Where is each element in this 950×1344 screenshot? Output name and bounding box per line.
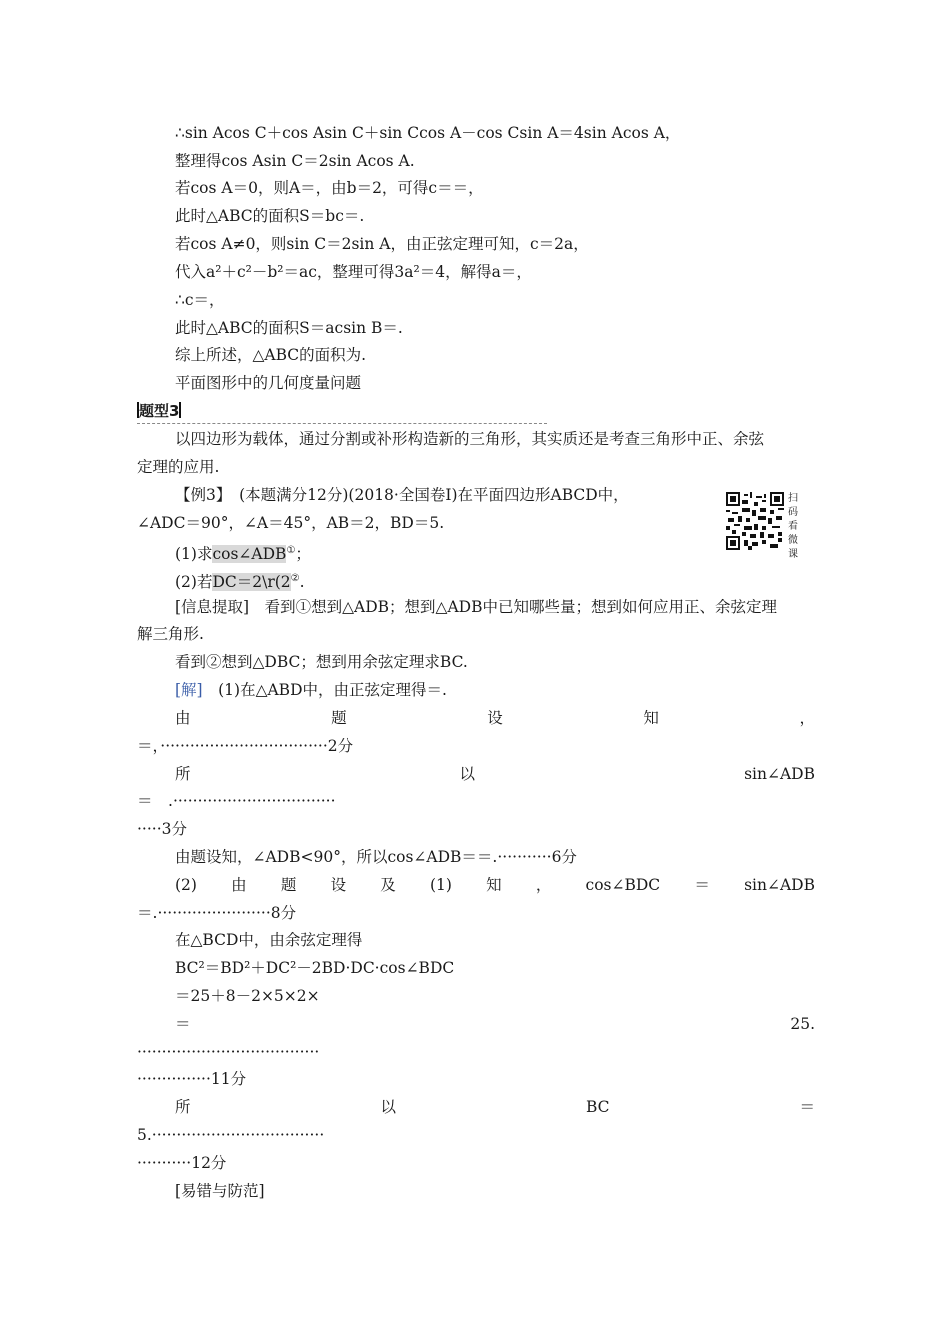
pitfalls-heading: [易错与防范]: [175, 1182, 265, 1200]
word: (2): [175, 876, 197, 894]
word: 题: [280, 876, 297, 894]
q2-prefix: (2)若: [175, 573, 213, 592]
word: 所: [175, 765, 191, 783]
text-line: 整理得cos Asin C＝2sin Acos A.: [175, 152, 415, 170]
q1-prefix: (1)求: [175, 545, 213, 564]
equation-line: BC²＝BD²＋DC²－2BD·DC·cos∠BDC: [175, 959, 455, 977]
word: 题: [331, 709, 347, 727]
q2-mark: ②: [290, 573, 300, 584]
word: 25.: [790, 1015, 815, 1033]
dotted-score-line: 由题设知，∠ADB<90°，所以cos∠ADB＝＝.···········6分: [175, 848, 577, 866]
score: 11分: [210, 1070, 247, 1088]
word: 以: [459, 765, 476, 783]
text-line: 看到②想到△DBC；想到用余弦定理求BC.: [175, 653, 468, 671]
text-line: ∠ADC＝90°，∠A＝45°，AB＝2，BD＝5.: [137, 514, 445, 532]
question-1: [175, 541, 311, 564]
word: 设: [487, 709, 503, 727]
question-type-badge: [137, 401, 181, 421]
word: 所: [175, 1098, 191, 1116]
text-line: 由题设知，∠ADB<90°，所以cos∠ADB＝＝.: [175, 848, 498, 866]
score: 8分: [270, 904, 297, 922]
equation-fragment: ＝ .: [137, 792, 173, 810]
word: sin∠ADB: [744, 765, 815, 783]
q2-suffix: .: [299, 573, 305, 592]
text-line: 综上所述，△ABC的面积为.: [175, 346, 367, 364]
equation-fragment: ＝，: [137, 737, 161, 755]
badge-label: 题型3: [139, 402, 180, 420]
dashed-divider: [137, 423, 547, 424]
dotted-score-line: ···············11分: [137, 1070, 247, 1088]
equation-fragment: 5.: [137, 1126, 152, 1144]
equation-line: ＝25＋8－2×5×2×: [175, 987, 320, 1005]
justified-line: [175, 1014, 815, 1034]
q1-mark: ①: [286, 545, 296, 556]
text-line: 若cos A≠0，则sin C＝2sin A，由正弦定理可知，c＝2a，: [175, 235, 589, 253]
q2-highlight: DC＝2\r(2: [212, 573, 291, 592]
q1-highlight: cos∠ADB: [212, 545, 287, 564]
text-line: 此时△ABC的面积S＝bc＝.: [175, 207, 365, 225]
word: 及: [380, 876, 396, 894]
word: cos∠BDC: [585, 876, 661, 894]
word: ＝: [175, 1015, 191, 1033]
dotted-line: ·····································: [137, 1043, 320, 1061]
dotted-line: 5.···································: [137, 1126, 325, 1144]
text-line: 若cos A＝0，则A＝，由b＝2，可得c＝＝，: [175, 179, 484, 197]
score: 3分: [161, 820, 188, 838]
word: 知: [643, 709, 659, 727]
qr-code-icon[interactable]: [726, 492, 784, 550]
dotted-score-line: ＝，··································2分: [137, 737, 354, 755]
text-line: 解三角形.: [137, 625, 204, 643]
word: 由: [231, 876, 247, 894]
text-line: 代入a²＋c²－b²＝ac，整理可得3a²＝4，解得a＝，: [175, 263, 532, 281]
word: ，: [799, 709, 815, 727]
text-line: ∴c＝，: [175, 291, 225, 309]
section-heading: 平面图形中的几何度量问题: [175, 374, 362, 392]
justified-line: [175, 764, 815, 784]
word: 由: [175, 709, 191, 727]
q1-suffix: ；: [295, 545, 311, 564]
word: BC: [585, 1098, 610, 1116]
score: 2分: [327, 737, 354, 755]
justified-line: [175, 875, 815, 895]
example-title: 【例3】 (本题满分12分)(2018·全国卷Ⅰ)在平面四边形ABCD中，: [175, 486, 629, 504]
word: (1): [429, 876, 452, 894]
equation-fragment: ＝.: [137, 904, 158, 922]
text-line: 以四边形为载体，通过分割或补形构造新的三角形，其实质还是考查三角形中正、余弦: [175, 430, 765, 448]
score: 12分: [191, 1154, 227, 1172]
qr-caption: 扫码看微课: [788, 493, 798, 560]
justified-line: [175, 708, 815, 728]
dotted-score-line: ＝.·······················8分: [137, 904, 297, 922]
word: 知: [486, 876, 502, 894]
question-2: [175, 569, 305, 592]
word: 以: [380, 1098, 396, 1116]
text-line: 定理的应用.: [137, 458, 220, 476]
word: ＝: [799, 1098, 815, 1116]
text-line: 此时△ABC的面积S＝acsin B＝.: [175, 319, 403, 337]
word: ＝: [694, 876, 710, 894]
dotted-line: ＝ .·································: [137, 792, 336, 810]
solution-label: [解]: [175, 681, 203, 699]
word: sin∠ADB: [744, 876, 815, 894]
score: 6分: [551, 848, 577, 866]
text-line: ∴sin Acos C＋cos Asin C＋sin Ccos A－cos Csin A＝4sin Acos A，: [175, 124, 681, 142]
word: 设: [330, 876, 347, 894]
justified-line: [175, 1097, 815, 1117]
text-line: 在△BCD中，由余弦定理得: [175, 931, 363, 949]
dotted-score-line: ···········12分: [137, 1154, 227, 1172]
word: ，: [535, 876, 552, 894]
solution-text: (1)在△ABD中，由正弦定理得＝.: [202, 681, 447, 699]
text-line: [信息提取] 看到①想到△ADB；想到△ADB中已知哪些量；想到如何应用正、余弦定理: [175, 598, 777, 616]
dotted-score-line: ·····3分: [137, 820, 188, 838]
solution-start: [175, 680, 447, 700]
